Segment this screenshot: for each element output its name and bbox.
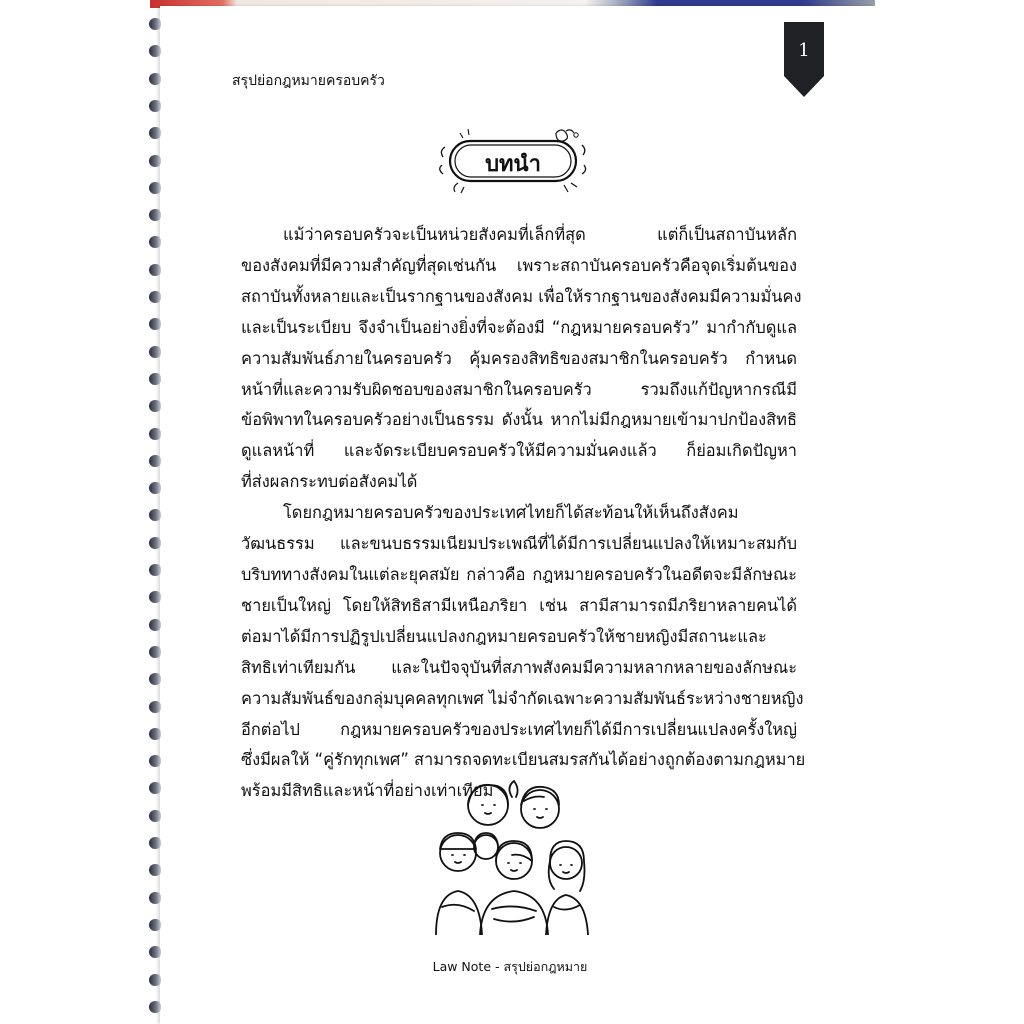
spiral-ring [149, 619, 161, 631]
text-line: ที่ส่งผลกระทบต่อสังคมได้ [241, 472, 418, 492]
page-number: 1 [798, 40, 810, 61]
spiral-ring [149, 782, 161, 794]
text-line: ซึ่งมีผลให้ “คู่รักทุกเพศ” สามารถจดทะเบียนสมรสกันได้อย่างถูกต้องตามกฎหมาย [241, 750, 806, 770]
spiral-ring [149, 209, 161, 221]
text-line: ต่อมาได้มีการปฏิรูปเปลี่ยนแปลงกฎหมายครอบครัวให้ชายหญิงมีสถานะและ [241, 626, 767, 646]
text-line: อีกต่อไป กฎหมายครอบครัวของประเทศไทยก็ได้มีการเปลี่ยนแปลงครั้งใหญ่ [241, 719, 797, 739]
spiral-ring [149, 919, 161, 931]
spiral-ring [149, 18, 161, 30]
text-line: บริบททางสังคมในแต่ละยุคสมัย กล่าวคือ กฎหมายครอบครัวในอดีตจะมีลักษณะ [241, 564, 797, 584]
text-line: สถาบันทั้งหลายและเป็นรากฐานของสังคม เพื่อให้รากฐานของสังคมมีความมั่นคง [241, 286, 802, 306]
spiral-ring [149, 537, 161, 549]
spiral-ring [149, 291, 161, 303]
spiral-ring [149, 810, 161, 822]
spiral-ring [149, 236, 161, 248]
spiral-ring [149, 837, 161, 849]
spiral-ring [149, 400, 161, 412]
spiral-ring [149, 728, 161, 740]
spiral-ring [149, 701, 161, 713]
body-text [241, 220, 806, 807]
section-title: บทนำ [485, 152, 541, 177]
spiral-ring [149, 127, 161, 139]
spiral-ring [149, 946, 161, 958]
text-line: และเป็นระเบียบ จึงจำเป็นอย่างยิ่งที่จะต้องมี “กฎหมายครอบครัว” มากำกับดูแล [241, 317, 797, 337]
text-line: ดูแลหน้าที่ และจัดระเบียบครอบครัวให้มีความมั่นคงแล้ว ก็ย่อมเกิดปัญหา [241, 441, 797, 461]
text-line: สิทธิเท่าเทียมกัน และในปัจจุบันที่สภาพสังคมมีความหลากหลายของลักษณะ [241, 657, 797, 677]
paragraph-2 [241, 498, 806, 807]
spiral-ring [149, 864, 161, 876]
text-line: หน้าที่และความรับผิดชอบของสมาชิกในครอบครัว รวมถึงแก้ปัญหากรณีมี [241, 379, 797, 399]
text-line: ความสัมพันธ์ภายในครอบครัว คุ้มครองสิทธิของสมาชิกในครอบครัว กำหนด [241, 348, 797, 368]
spiral-ring [149, 509, 161, 521]
spiral-ring [149, 264, 161, 276]
spiral-ring [149, 182, 161, 194]
spiral-ring [149, 673, 161, 685]
spiral-ring [149, 318, 161, 330]
text-line: พร้อมมีสิทธิและหน้าที่อย่างเท่าเทียม [241, 781, 494, 801]
text-line: ความสัมพันธ์ของกลุ่มบุคคลทุกเพศ ไม่จำกัดเฉพาะความสัมพันธ์ระหว่างชายหญิง [241, 688, 804, 708]
spiral-ring [149, 346, 161, 358]
running-header: สรุปย่อกฎหมายครอบครัว [232, 73, 385, 89]
spiral-ring [149, 455, 161, 467]
spiral-ring [149, 1001, 161, 1013]
spiral-ring [149, 591, 161, 603]
footer-text: Law Note - สรุปย่อกฎหมาย [432, 959, 588, 974]
spiral-ring [149, 155, 161, 167]
spiral-ring [149, 646, 161, 658]
text-line: ชายเป็นใหญ่ โดยให้สิทธิสามีเหนือภริยา เช่น สามีสามารถมีภริยาหลายคนได้ [241, 595, 797, 615]
spiral-ring [149, 73, 161, 85]
text-line: โดยกฎหมายครอบครัวของประเทศไทยก็ได้สะท้อนให้เห็นถึงสังคม [283, 503, 739, 523]
spiral-ring [149, 564, 161, 576]
spiral-ring [149, 428, 161, 440]
spiral-ring [149, 892, 161, 904]
text-line: แม้ว่าครอบครัวจะเป็นหน่วยสังคมที่เล็กที่สุด แต่ก็เป็นสถาบันหลัก [283, 225, 797, 244]
spiral-ring [149, 482, 161, 494]
spiral-binding [145, 10, 175, 1020]
spiral-ring [149, 45, 161, 57]
text-line: ของสังคมที่มีความสำคัญที่สุดเช่นกัน เพราะสถาบันครอบครัวคือจุดเริ่มต้นของ [241, 255, 797, 275]
text-line: ข้อพิพาทในครอบครัวอย่างเป็นธรรม ดังนั้น หากไม่มีกฎหมายเข้ามาปกป้องสิทธิ [241, 410, 797, 430]
spiral-ring [149, 100, 161, 112]
family-illustration-icon [428, 775, 603, 935]
spiral-ring [149, 755, 161, 767]
spiral-ring [149, 974, 161, 986]
spiral-ring [149, 373, 161, 385]
text-line: วัฒนธรรม และขนบธรรมเนียมประเพณีที่ได้มีการเปลี่ยนแปลงให้เหมาะสมกับ [241, 534, 797, 554]
paragraph-1 [241, 220, 802, 498]
